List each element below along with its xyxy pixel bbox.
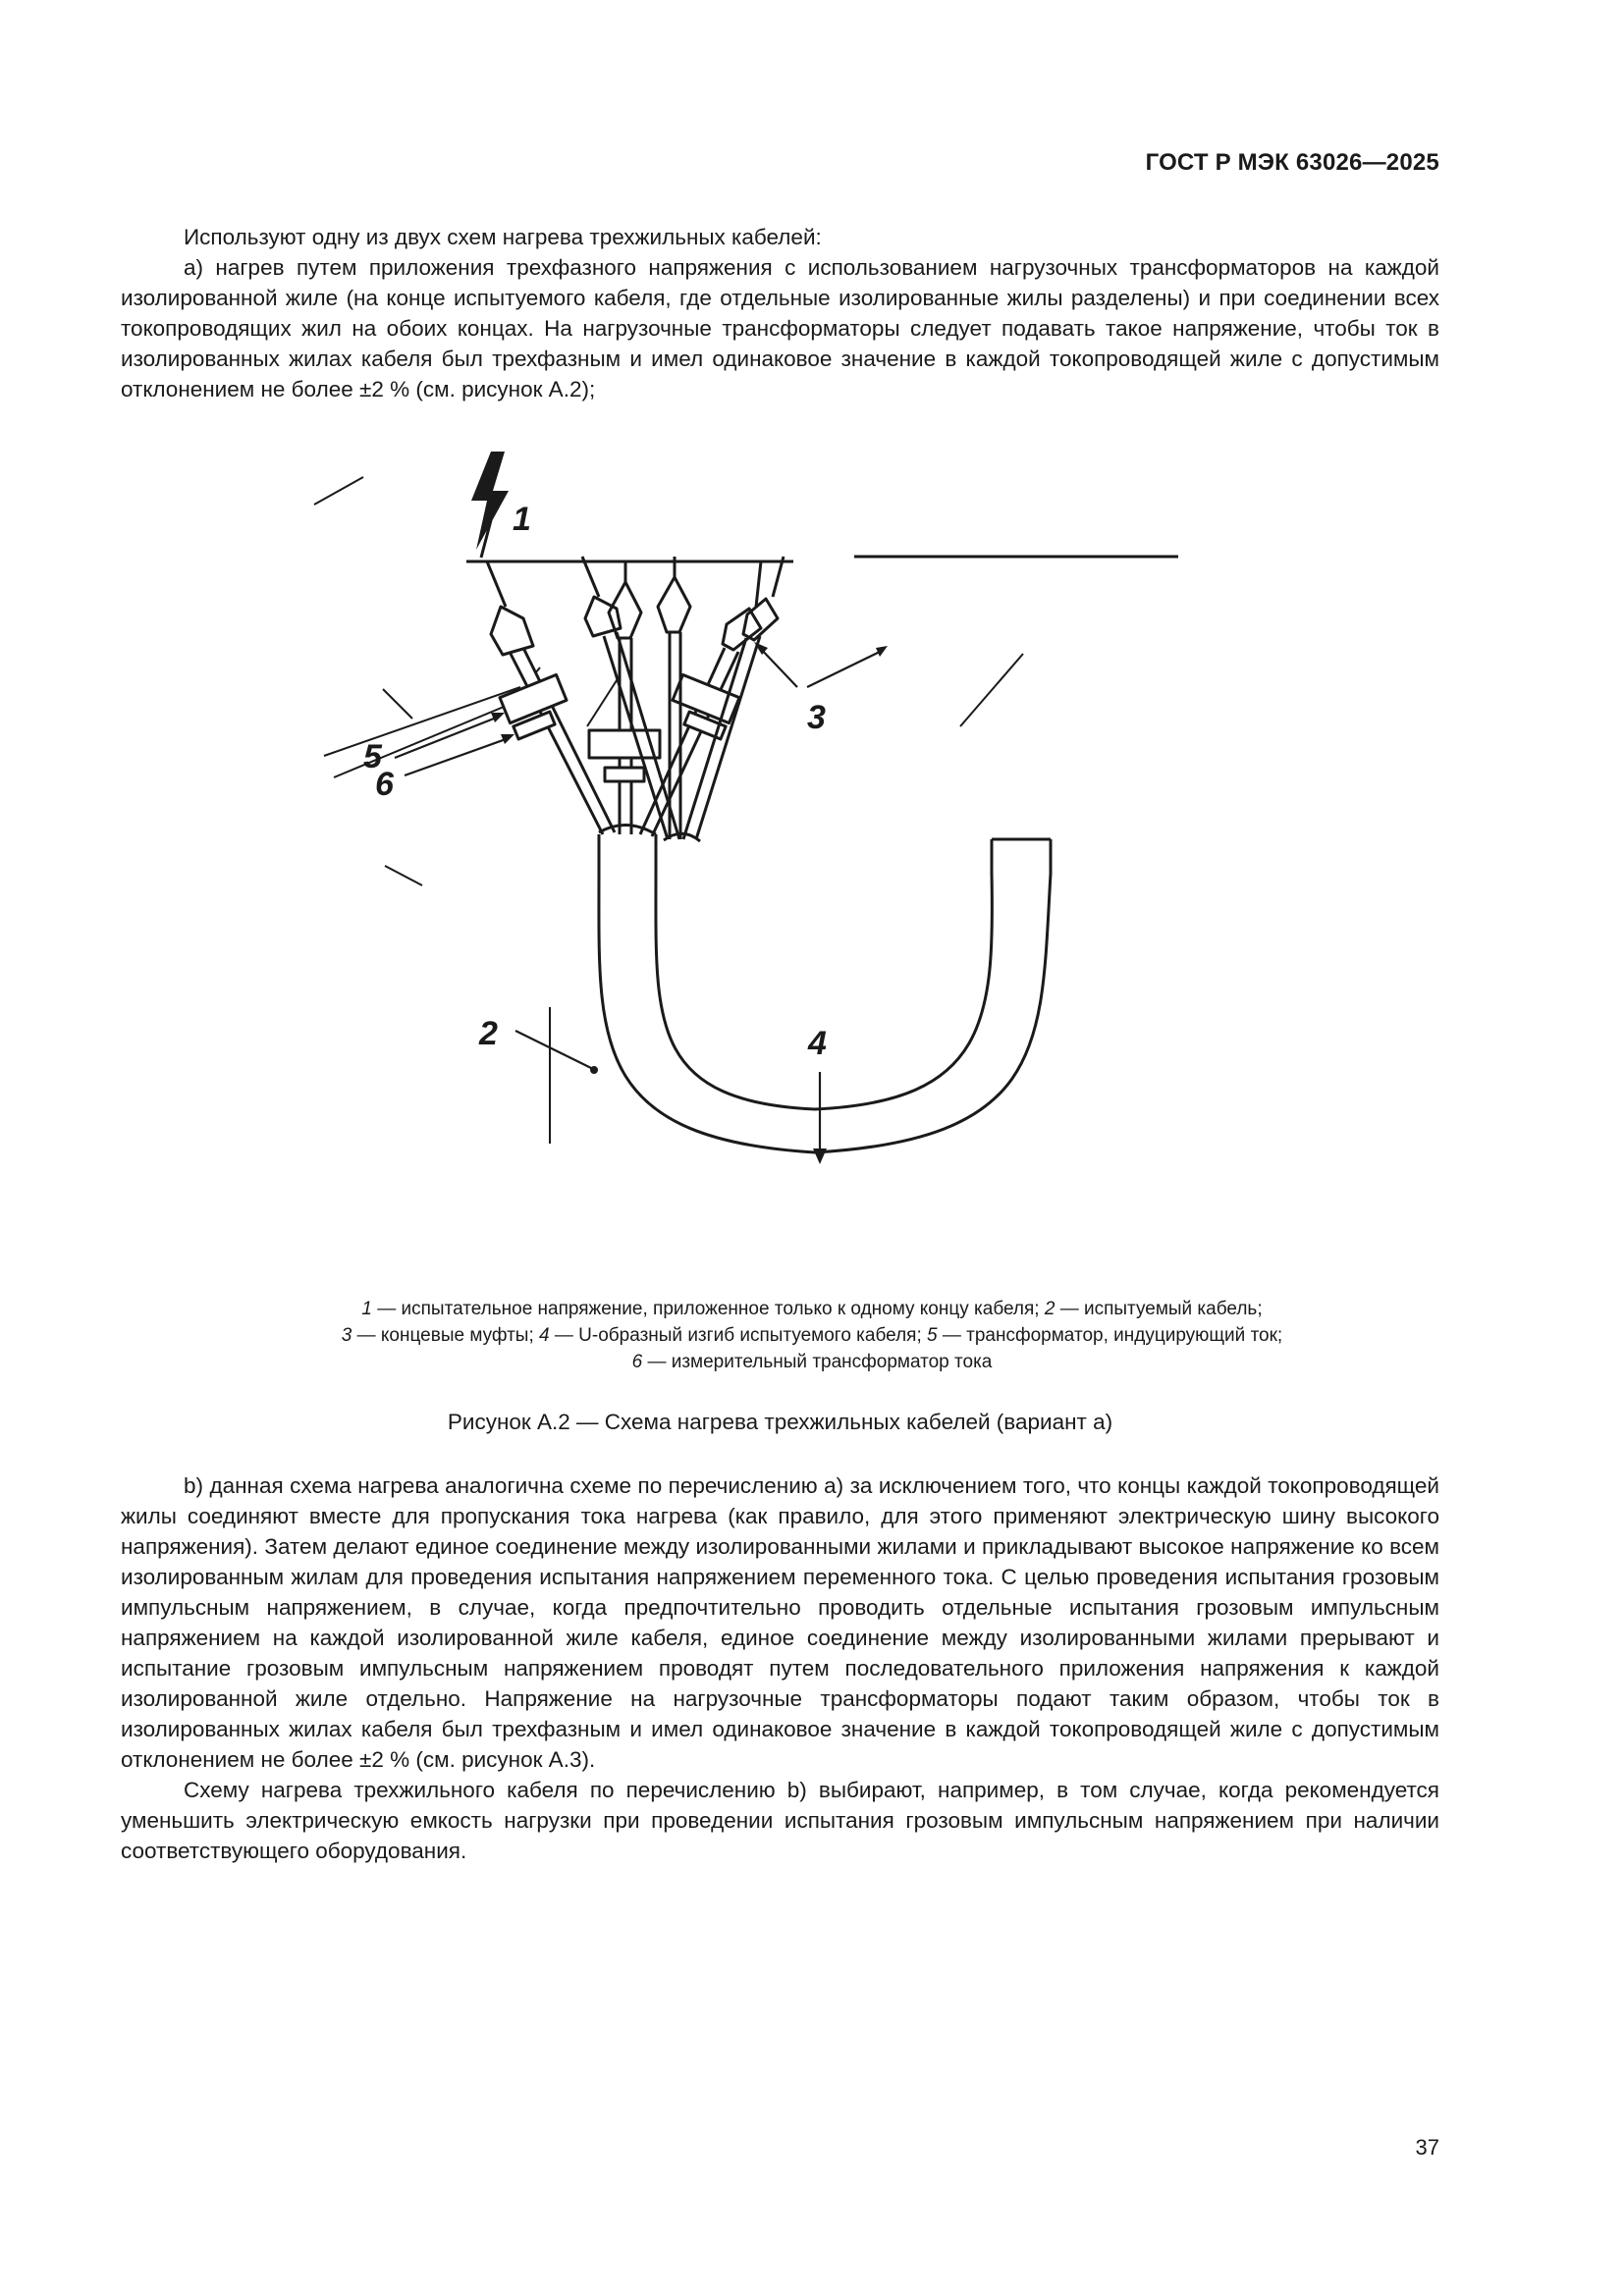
- figure-caption: Рисунок А.2 — Схема нагрева трехжильных кабелей (вариант а): [447, 1410, 1113, 1434]
- callout-3: 3: [807, 699, 826, 736]
- callout-6: 6: [375, 766, 394, 803]
- intro-paragraph-1: Используют одну из двух схем нагрева трехжильных кабелей:: [184, 225, 822, 249]
- callout-overlay: [363, 461, 1208, 1286]
- figure-a2: [363, 461, 1208, 1286]
- callout-2: 2: [479, 1015, 498, 1052]
- callout-4: 4: [808, 1025, 827, 1062]
- intro-paragraph-2: a) нагрев путем приложения трехфазного напряжения с использованием нагрузочных трансформаторов на каждой изолированной жиле (на конце испытуемого кабеля, где отдельные изолированные жилы разделены) и при соединении всех токопроводящих жил на обоих концах. На нагрузочные трансформаторы следует подавать такое напряжение, чтобы ток в изолированных жилах кабеля был трехфазным и имел одинаковое значение в каждой токопроводящей жиле с допустимым отклонением не более ±2 % (см. рисунок А.2);: [121, 255, 1439, 401]
- legend-line-3: 6 — измерительный трансформатор тока: [631, 1352, 993, 1372]
- intro-text: [121, 222, 1439, 404]
- callout-5: 5: [363, 738, 382, 775]
- legend-line-2: 3 — концевые муфты; 4 — U-образный изгиб испытуемого кабеля; 5 — трансформатор, индуцирующий ток;: [341, 1325, 1283, 1346]
- figure-legend: [167, 1296, 1457, 1375]
- body-paragraph-1: b) данная схема нагрева аналогична схеме по перечислению а) за исключением того, что концы каждой токопроводящей жилы соединяют вместе для пропускания тока нагрева (как правило, для этого применяют электрическую шину высокого напряжения). Затем делают единое соединение между изолированными жилами и прикладывают высокое напряжение ко всем изолированным жилам для проведения испытания напряжением переменного тока. С целью проведения испытания грозовым импульсным напряжением, в случае, когда предпочтительно проводить отдельные испытания грозовым импульсным напряжением на каждой изолированной жиле кабеля, единое соединение между изолированными жилами прерывают и испытание грозовым импульсным напряжением проводят путем последовательного приложения напряжения к каждой изолированной жиле отдельно. Напряжение на нагрузочные трансформаторы подают таким образом, чтобы ток в изолированных жилах кабеля был трехфазным и имел одинаковое значение в каждой токопроводящей жиле с допустимым отклонением не более ±2 % (см. рисунок А.3).: [121, 1473, 1439, 1772]
- document-header: ГОСТ Р МЭК 63026—2025: [1145, 149, 1439, 176]
- legend-line-1: 1 — испытательное напряжение, приложенное только к одному концу кабеля; 2 — испытуемый кабель;: [361, 1299, 1263, 1319]
- body-text: [121, 1470, 1439, 1866]
- callout-1: 1: [513, 501, 531, 538]
- page-number: 37: [1415, 2135, 1439, 2160]
- body-paragraph-2: Схему нагрева трехжильного кабеля по перечислению b) выбирают, например, в том случае, когда рекомендуется уменьшить электрическую емкость нагрузки при проведении испытания грозовым импульсным напряжением при наличии соответствующего оборудования.: [121, 1778, 1439, 1863]
